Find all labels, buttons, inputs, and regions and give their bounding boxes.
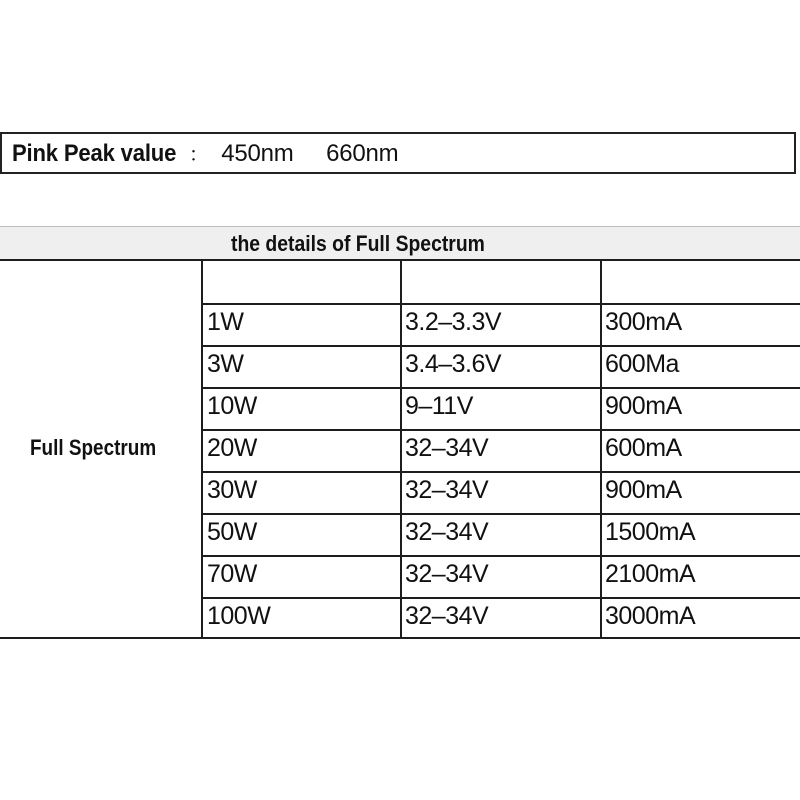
table-cell-voltage: 32–34V — [405, 560, 489, 588]
peak-value-line — [12, 140, 424, 169]
table-cell-power: 1W — [207, 308, 244, 336]
table-cell-voltage: 3.2–3.3V — [405, 308, 502, 336]
table-title-strip — [0, 226, 800, 260]
row-group-label: Full Spectrum — [30, 435, 157, 460]
table-cell-current: 900mA — [605, 392, 682, 420]
table-cell-current: 1500mA — [605, 518, 696, 546]
row-divider — [203, 513, 800, 515]
column-divider — [600, 261, 602, 637]
table-cell-power: 30W — [207, 476, 257, 504]
column-divider — [400, 261, 402, 637]
table-cell-current: 3000mA — [605, 602, 696, 630]
table-title: the details of Full Spectrum — [231, 231, 485, 256]
table-cell-power: 10W — [207, 392, 257, 420]
table-cell-current: 600mA — [605, 434, 682, 462]
table-cell-power: 100W — [207, 602, 271, 630]
peak-value-660: 660nm — [326, 140, 399, 167]
table-cell-power: 50W — [207, 518, 257, 546]
table-cell-power: 70W — [207, 560, 257, 588]
row-divider — [203, 345, 800, 347]
peak-value-box — [0, 132, 796, 174]
table-cell-voltage: 9–11V — [405, 392, 473, 420]
table-cell-voltage: 32–34V — [405, 476, 489, 504]
peak-value-450: 450nm — [221, 140, 294, 167]
table-cell-voltage: 32–34V — [405, 602, 489, 630]
row-divider — [203, 555, 800, 557]
table-cell-current: 300mA — [605, 308, 682, 336]
row-divider — [203, 471, 800, 473]
table-cell-current: 900mA — [605, 476, 682, 504]
table-cell-voltage: 3.4–3.6V — [405, 350, 502, 378]
peak-label: Pink Peak value — [12, 140, 177, 167]
row-divider — [203, 387, 800, 389]
spectrum-table — [0, 259, 800, 639]
table-cell-voltage: 32–34V — [405, 434, 489, 462]
table-cell-current: 600Ma — [605, 350, 679, 378]
peak-separator: ： — [188, 144, 209, 166]
row-divider — [203, 429, 800, 431]
table-grid — [201, 261, 800, 637]
row-divider — [203, 597, 800, 599]
table-cell-power: 20W — [207, 434, 257, 462]
row-divider — [203, 303, 800, 305]
table-cell-power: 3W — [207, 350, 244, 378]
table-cell-voltage: 32–34V — [405, 518, 489, 546]
table-cell-current: 2100mA — [605, 560, 696, 588]
